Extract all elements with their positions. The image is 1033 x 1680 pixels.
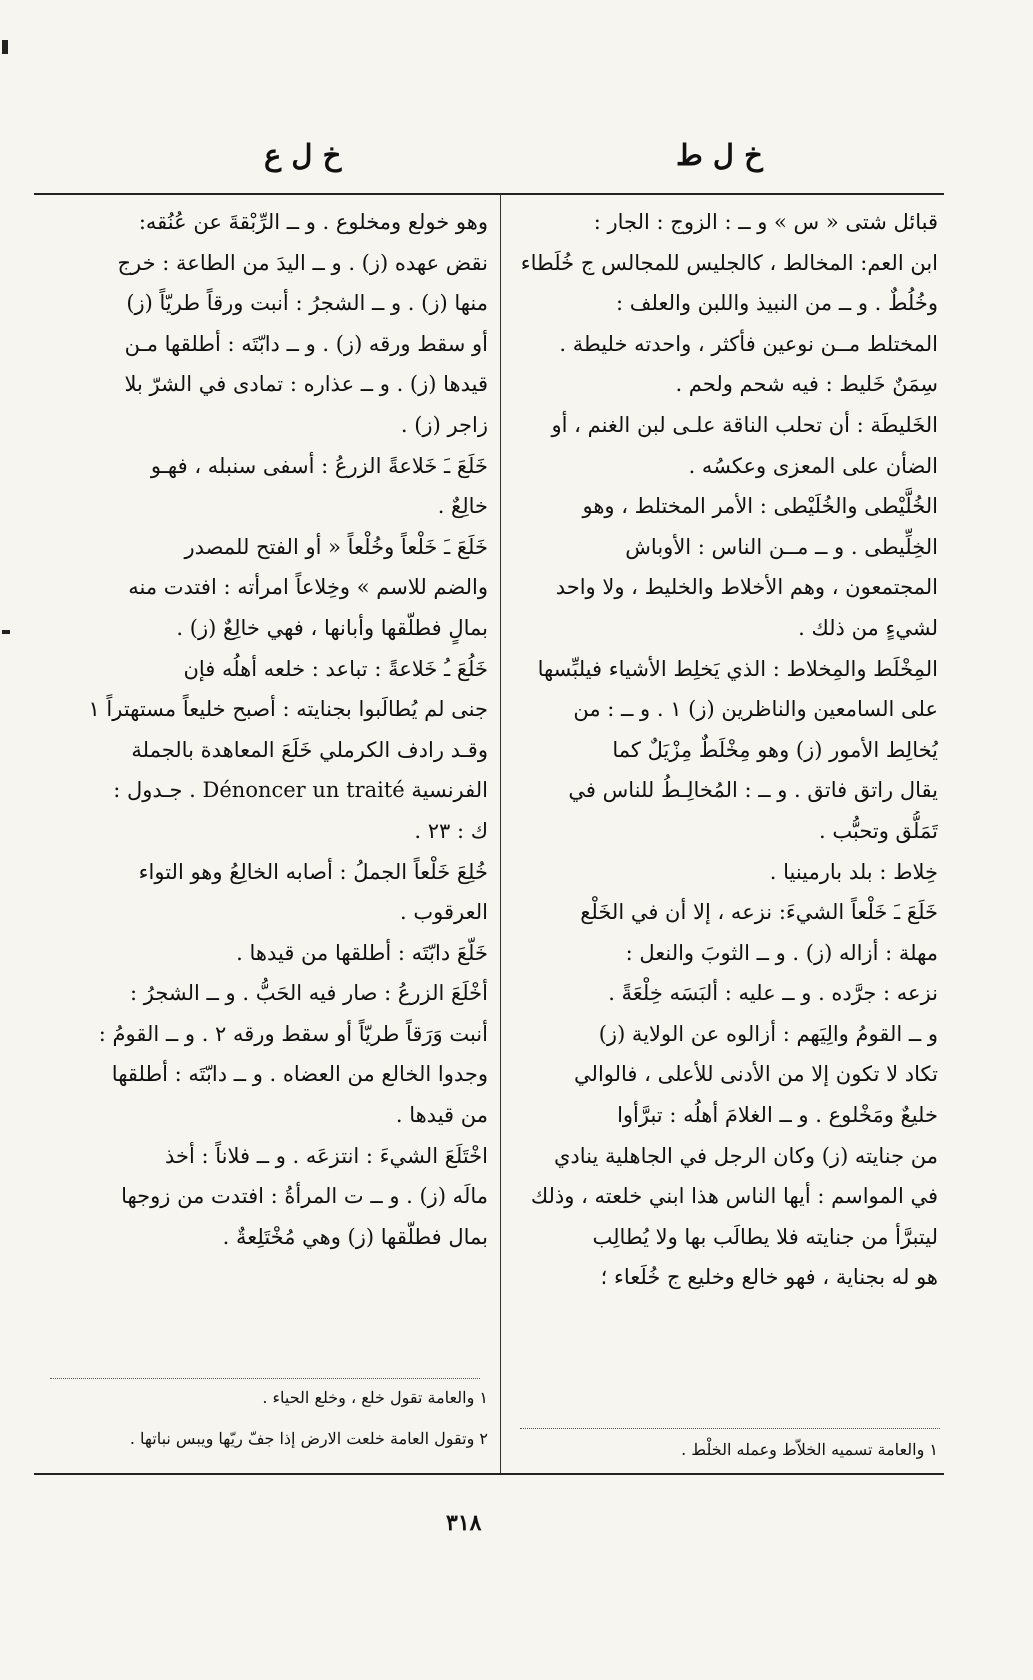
entry-line: على السامعين والناظرين (ز) ١ . و ــ : من — [573, 697, 938, 722]
bottom-rule — [34, 1473, 944, 1475]
page-number: ٣١٨ — [446, 1510, 482, 1536]
entry-line: قيدها (ز) . و ــ عذاره : تمادى في الشرّ بلا — [124, 372, 488, 397]
footnote-rule-left — [50, 1378, 480, 1379]
footnote: ١ والعامة تقول خلع ، وخلع الحياء . — [262, 1388, 488, 1407]
entry-line: وهو خولع ومخلوع . و ــ الرِّبْقةَ عن عُنُقه: — [138, 210, 488, 234]
entry-line: خَلُعَ ـُ خَلاعةً : تباعد : خلعه أهلُه فإن — [183, 656, 488, 681]
entry-line: خليعٌ ومَخْلوع . و ــ الغلامَ أهلُه : تبرَّأوا — [617, 1103, 938, 1128]
entry-line: الفرنسية Dénoncer un traité . جـدول : — [113, 778, 488, 803]
entry-line: تكاد لا تكون إلا من الأدنى للأعلى ، فالوالي — [574, 1062, 938, 1087]
entry-line: الخُلَّيْطى والخُلَيْطى : الأمر المختلط ، وهو — [582, 494, 938, 519]
entry-line: يُخالِط الأمور (ز) وهو مِخْلَطٌ مِزْيَلٌ كما — [612, 737, 938, 762]
top-rule — [34, 193, 944, 195]
footnote-rule-right — [520, 1428, 940, 1429]
left-column — [50, 202, 488, 1257]
entry-line: خَلَعَ ـَ خَلْعاً وخُلْعاً « أو الفتح للمصدر — [184, 534, 488, 559]
entry-line: سِمَنٌ خَليط : فيه شحم ولحم . — [675, 372, 938, 397]
entry-line: منها (ز) . و ــ الشجرُ : أنبت ورقاً طريّاً (ز) — [126, 291, 488, 316]
footnotes-right — [518, 1436, 938, 1477]
entry-line: مهلة : أزاله (ز) . و ــ الثوبَ والنعل : — [625, 940, 938, 965]
entry-line: المِخْلَط والمِخلاط : الذي يَخلِط الأشياء فيلبِّسها — [537, 656, 938, 681]
entry-line: ابن العم: المخالط ، كالجليس للمجالس ج خُلَطاء — [520, 250, 938, 275]
entry-line: وجدوا الخالع من العضاه . و ــ دابّتَه : أطلقها — [111, 1062, 488, 1087]
entry-line: بمال فطلّقها (ز) وهي مُخْتَلِعةٌ . — [222, 1224, 488, 1249]
entry-line: مالَه (ز) . و ــ ت المرأةُ : افتدت من زوجها — [121, 1184, 488, 1209]
entry-line: ك : ٢٣ . — [414, 818, 488, 843]
entry-line: نقض عهده (ز) . و ــ اليدَ من الطاعة : خرج — [117, 250, 488, 275]
entry-line: المختلط مــن نوعين فأكثر ، واحدته خليطة . — [559, 331, 938, 356]
entry-line: و ــ القومُ والِيَهم : أزالوه عن الولاية (ز) — [598, 1021, 938, 1046]
entry-line: جنى لم يُطالَبوا بجنايته : أصبح خليعاً مستهتراً ١ — [88, 697, 488, 722]
footnotes-left — [50, 1384, 488, 1465]
entry-line: الخَليطَة : أن تحلب الناقة علـى لبن الغنم ، أو — [551, 412, 938, 437]
entry-line: خُلِعَ خَلْعاً الجملُ : أصابه الخالِعُ وهو التواء — [138, 859, 488, 884]
entry-line: هو له بجناية ، فهو خالع وخليع ج خُلَعاء ؛ — [600, 1265, 938, 1290]
scan-edge-mark — [2, 40, 8, 54]
entry-line: خَلّعَ دابّتَه : أطلقها من قيدها . — [236, 940, 488, 965]
entry-line: من قيدها . — [395, 1103, 488, 1128]
scan-edge-mark — [2, 630, 10, 634]
root-heading-right: خ ل ط — [676, 138, 763, 172]
entry-line: أخْلَعَ الزرعُ : صار فيه الحَبُّ . و ــ الشجرُ : — [130, 981, 488, 1006]
column-divider — [500, 193, 501, 1473]
entry-line: خِلاط : بلد بارمينيا . — [769, 859, 938, 884]
entry-line: خالِعٌ . — [437, 494, 488, 519]
entry-line: المجتمعون ، وهم الأخلاط والخليط ، ولا واحد — [555, 575, 938, 600]
entry-line: بمالٍ فطلّقها وأبانها ، فهي خالِعٌ (ز) . — [176, 615, 488, 640]
entry-line: في المواسم : أيها الناس هذا ابني خلعته ، وذلك — [530, 1184, 938, 1209]
entry-line: نزعه : جرَّده . و ــ عليه : ألبَسَه خِلْعَةً . — [608, 981, 938, 1006]
entry-line: يقال راتق فاتق . و ــ : المُخالِـطُ للناس في — [568, 778, 938, 803]
footnote: ٢ وتقول العامة خلعت الارض إذا جفّ ريّها ويبس نباتها . — [129, 1428, 488, 1448]
entry-line: خَلَعَ ـَ خَلاعةً الزرعُ : أسفى سنبله ، فهـو — [150, 453, 488, 478]
footnote: ١ والعامة تسميه الخلاّط وعمله الخلْط . — [681, 1440, 938, 1459]
root-heading-left: خ ل ع — [264, 138, 342, 172]
entry-line: والضم للاسم » وخِلاعاً امرأته : افتدت منه — [128, 575, 488, 600]
entry-line: أو سقط ورقه (ز) . و ــ دابّتَه : أطلقها مـن — [124, 331, 488, 356]
right-column — [518, 202, 938, 1298]
entry-line: الضأن على المعزى وعكسُه . — [688, 453, 938, 478]
entry-line: وخُلُطٌ . و ــ من النبيذ واللبن والعلف : — [616, 291, 938, 316]
entry-line: تَمَلُّق وتحبُّب . — [819, 818, 938, 843]
entry-line: أنبت وَرَقاً طريّاً أو سقط ورقه ٢ . و ــ القومُ : — [98, 1021, 488, 1046]
entry-line: من جنايته (ز) وكان الرجل في الجاهلية ينادي — [553, 1143, 938, 1168]
entry-line: قبائل شتى « س » و ــ : الزوج : الجار : — [593, 210, 938, 234]
entry-line: ليتبرَّأ من جنايته فلا يطالَب بها ولا يُطالِب — [592, 1224, 938, 1249]
entry-line: وقـد رادف الكرملي خَلَعَ المعاهدة بالجملة — [131, 737, 488, 762]
entry-line: خَلَعَ ـَ خَلْعاً الشيءَ: نزعه ، إلا أن في الخَلْع — [580, 900, 938, 925]
entry-line: العرقوب . — [400, 900, 488, 925]
entry-line: الخِلِّيطى . و ــ مــن الناس : الأوباش — [625, 534, 938, 559]
entry-line: زاجر (ز) . — [400, 412, 488, 437]
entry-line: لشيءٍ من ذلك . — [798, 615, 938, 640]
entry-line: اخْتَلَعَ الشيءَ : انتزعَه . و ــ فلاناً : أخذ — [164, 1143, 488, 1168]
